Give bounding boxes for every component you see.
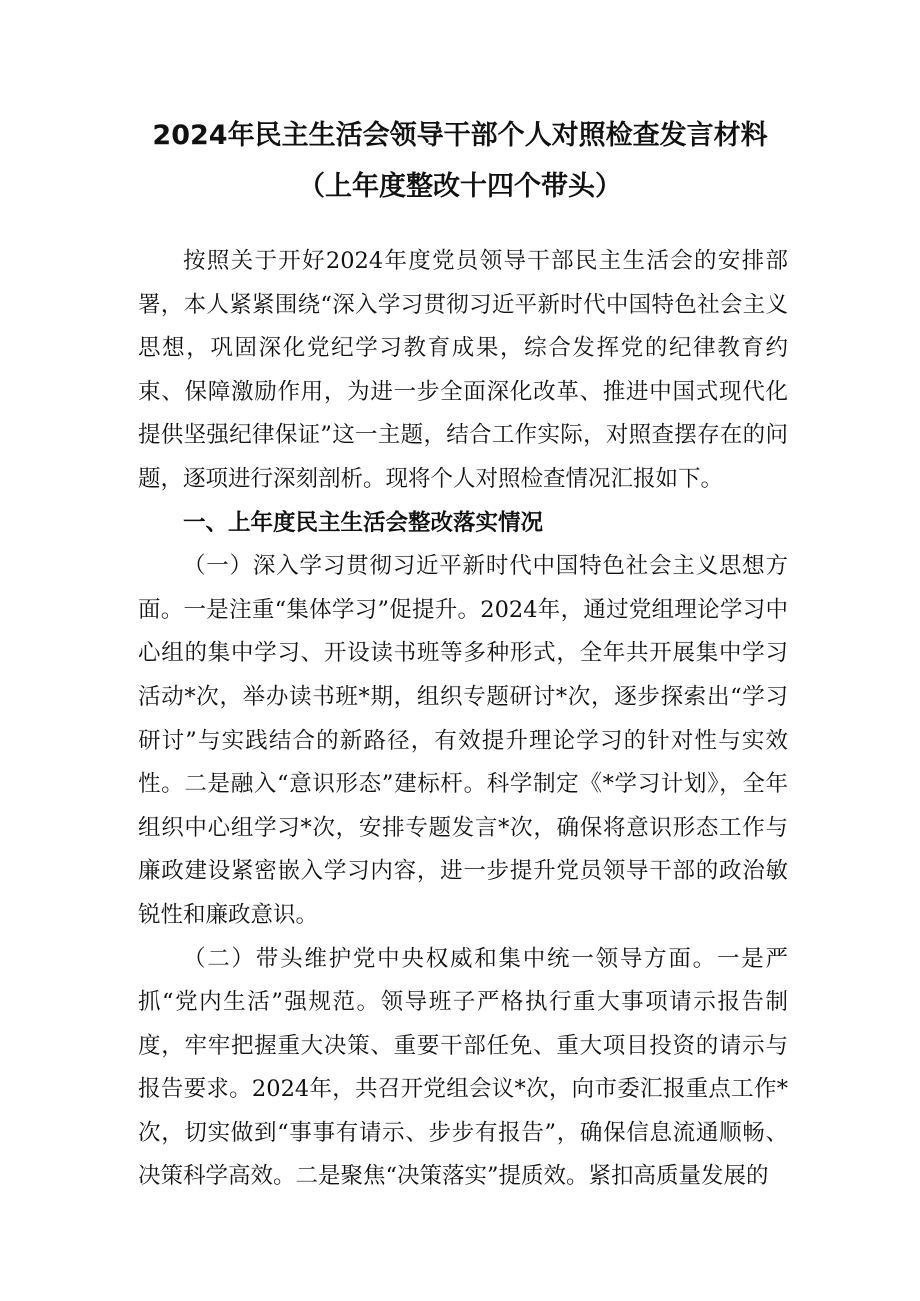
document-body xyxy=(138,240,788,1199)
paragraph-leadership: （二）带头维护党中央权威和集中统一领导方面。一是严抓“党内生活”强规范。领导班子严格执行重大事项请示报告制度，牢牢把握重大决策、重要干部任免、重大项目投资的请示与报告要求。2024年，共召开党组会议*次，向市委汇报重点工作*次，切实做到“事事有请示、步步有报告”，确保信息流通顺畅、决策科学高效。二是聚焦“决策落实”提质效。紧扣高质量发展的 xyxy=(138,945,788,1190)
paragraph-study: （一）深入学习贯彻习近平新时代中国特色社会主义思想方面。一是注重“集体学习”促提升。2024年，通过党组理论学习中心组的集中学习、开设读书班等多种形式，全年共开展集中学习活动*次，举办读书班*期，组织专题研讨*次，逐步探索出“学习研讨”与实践结合的新路径，有效提升理论学习的针对性与实效性。二是融入“意识形态”建标杆。科学制定《*学习计划》，全年组织中心组学习*次，安排专题发言*次，确保将意识形态工作与廉政建设紧密嵌入学习内容，进一步提升党员领导干部的政治敏锐性和廉政意识。 xyxy=(138,553,788,928)
intro-paragraph: 按照关于开好2024年度党员领导干部民主生活会的安排部署，本人紧紧围绕“深入学习贯彻习近平新时代中国特色社会主义思想，巩固深化党纪学习教育成果，综合发挥党的纪律教育约束、保障激励作用，为进一步全面深化改革、推进中国式现代化提供坚强纪律保证”这一主题，结合工作实际，对照查摆存在的问题，逐项进行深刻剖析。现将个人对照检查情况汇报如下。 xyxy=(138,248,788,492)
section-heading: 一、上年度民主生活会整改落实情况 xyxy=(183,509,544,536)
document-title: 2024年民主生活会领导干部个人对照检查发言材料 xyxy=(152,120,768,151)
document-subtitle: （上年度整改十四个带头） xyxy=(298,171,622,202)
